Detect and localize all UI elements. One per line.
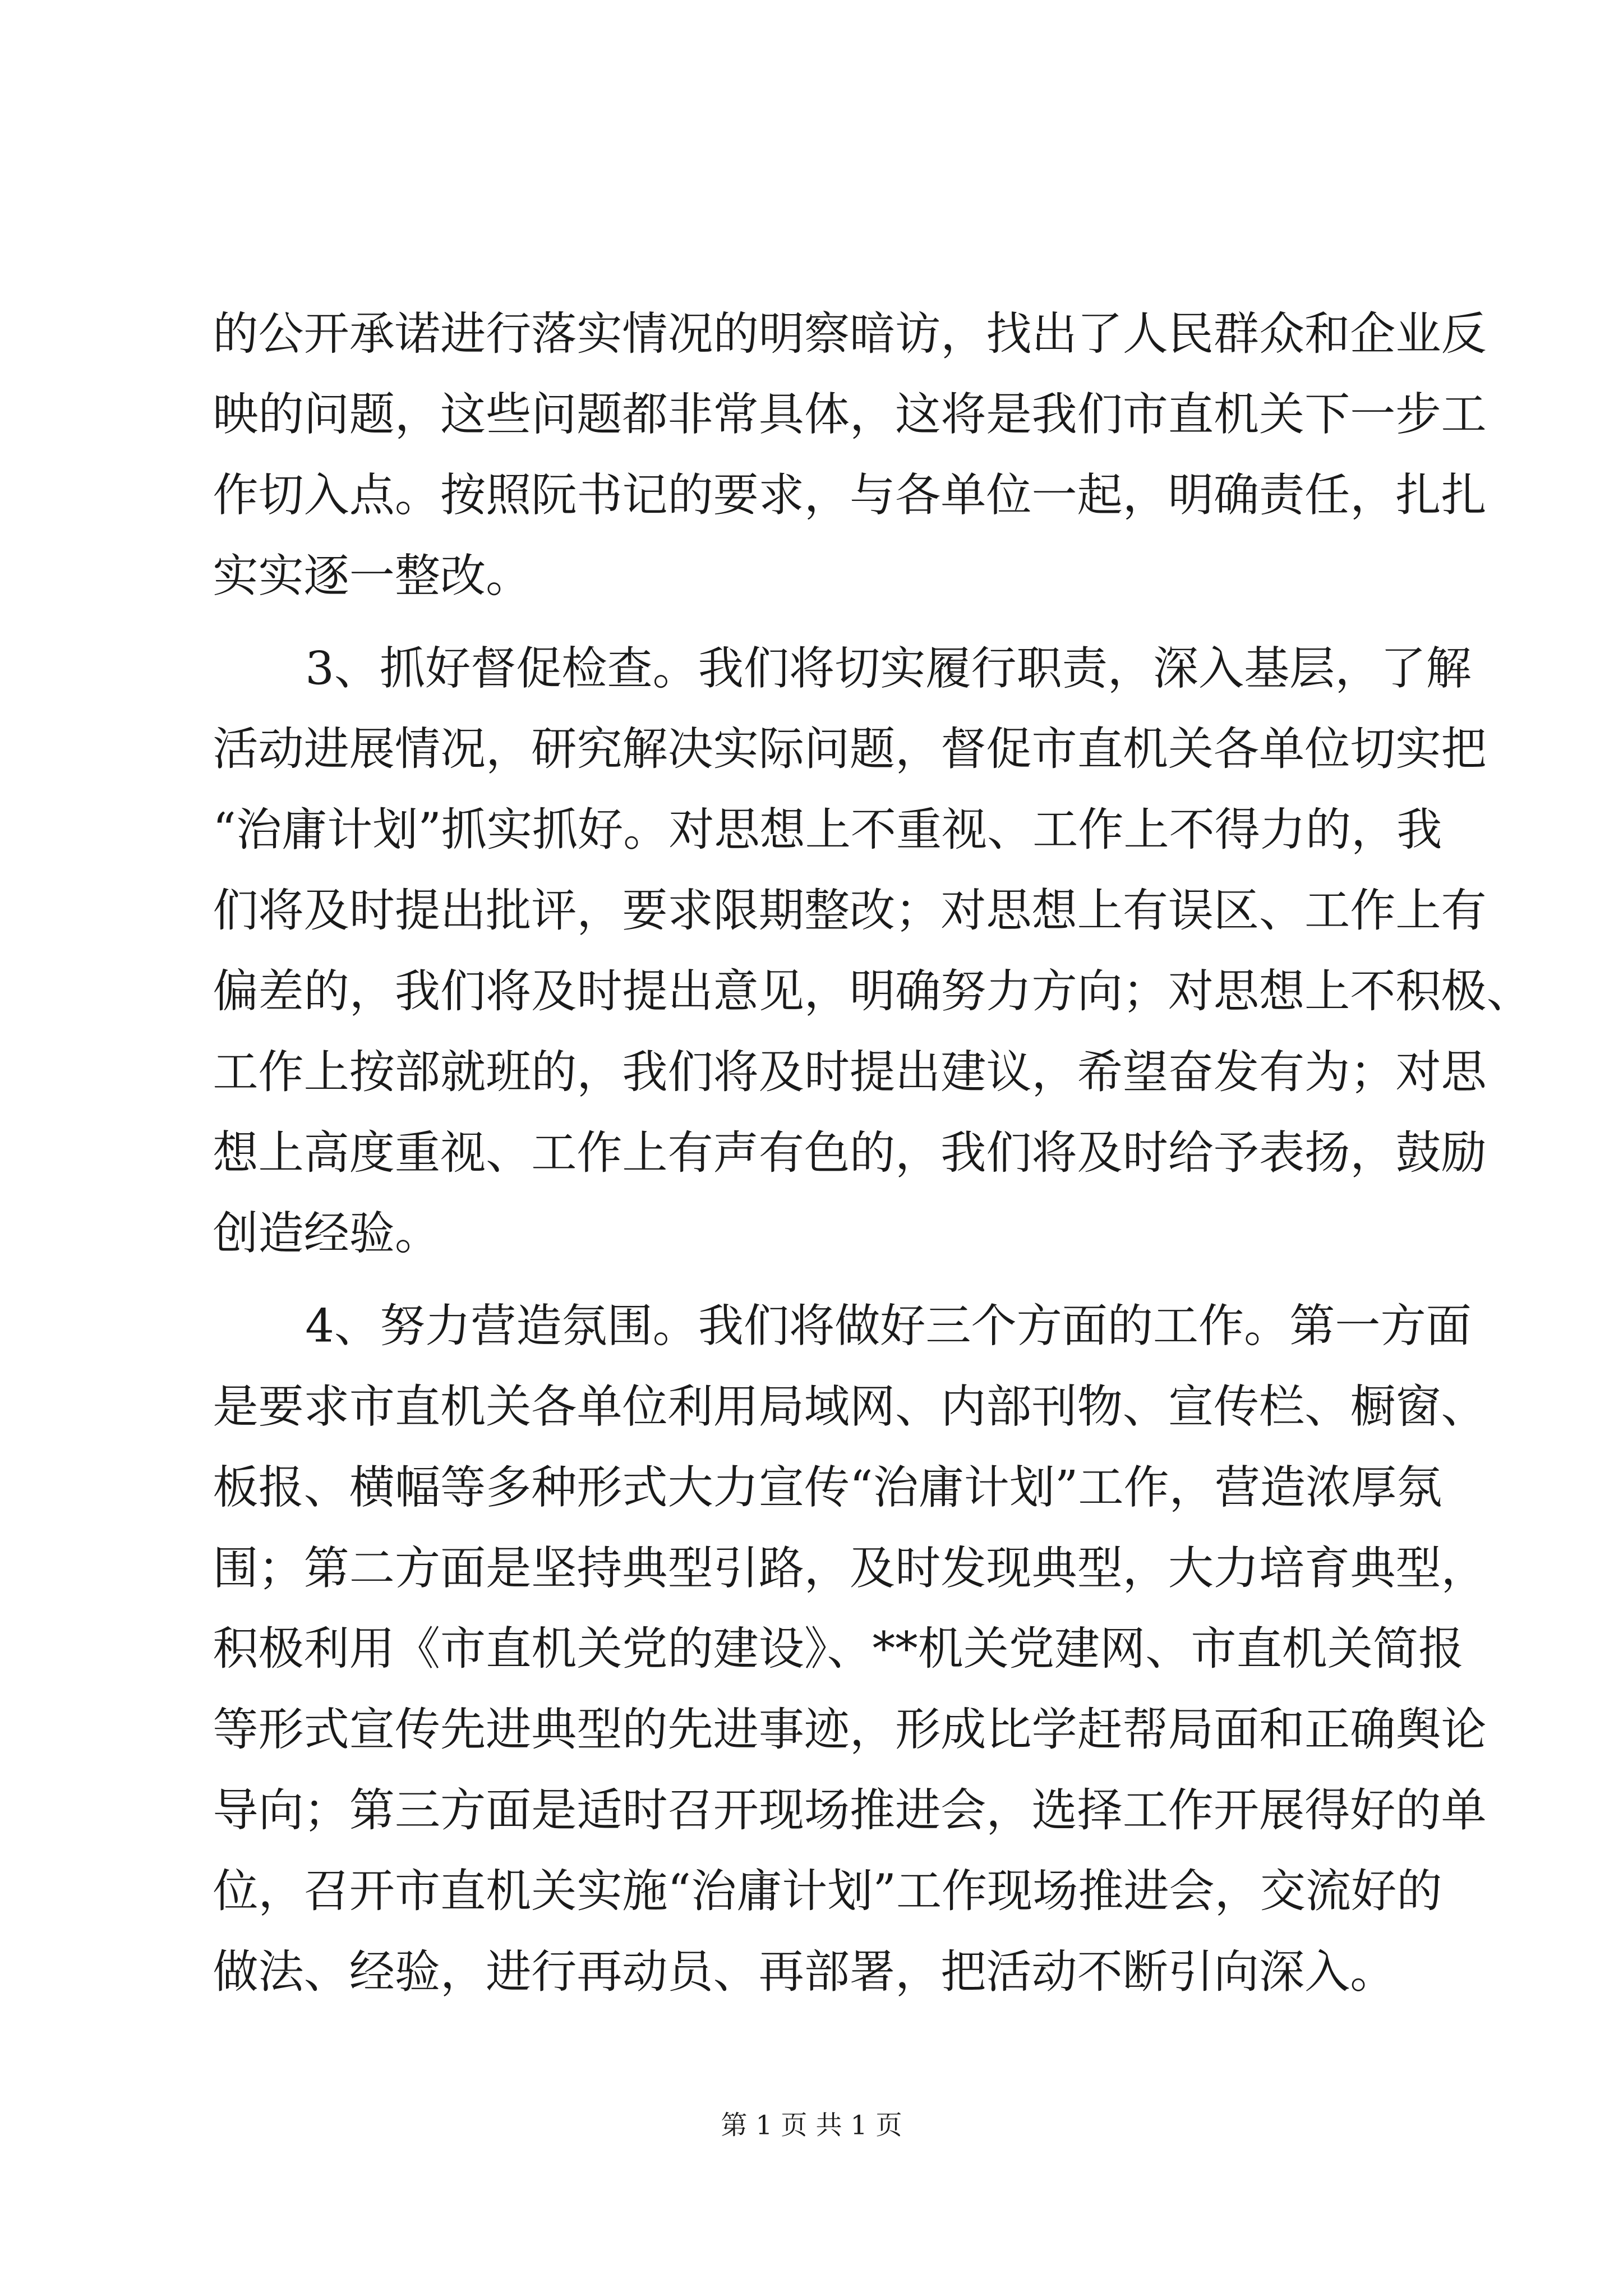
body-line: 板报、横幅等多种形式大力宣传“治庸计划”工作，营造浓厚氛: [213, 1462, 1442, 1515]
body-line: 创造经验。: [213, 1208, 440, 1261]
body-line: 作切入点。按照阮书记的要求，与各单位一起，明确责任，扎扎: [213, 470, 1487, 523]
body-line: 想上高度重视、工作上有声有色的，我们将及时给予表扬，鼓励: [213, 1127, 1487, 1180]
body-line: 活动进展情况，研究解决实际问题，督促市直机关各单位切实把: [213, 723, 1487, 777]
body-line: 导向；第三方面是适时召开现场推进会，选择工作开展得好的单: [213, 1784, 1487, 1838]
page-footer: 第 1 页 共 1 页: [721, 2110, 902, 2142]
paragraph-first-line: 3、抓好督促检查。我们将切实履行职责，深入基层，了解: [305, 643, 1472, 696]
body-line: “治庸计划”抓实抓好。对思想上不重视、工作上不得力的，我: [213, 804, 1442, 858]
body-line: 实实逐一整改。: [213, 550, 532, 604]
body-line: 的公开承诺进行落实情况的明察暗访，找出了人民群众和企业反: [213, 308, 1487, 361]
body-line: 映的问题，这些问题都非常具体，这将是我们市直机关下一步工: [213, 389, 1487, 442]
body-line: 工作上按部就班的，我们将及时提出建议，希望奋发有为；对思: [213, 1046, 1487, 1099]
body-line: 位，召开市直机关实施“治庸计划”工作现场推进会，交流好的: [213, 1865, 1442, 1918]
body-line: 等形式宣传先进典型的先进事迹，形成比学赶帮局面和正确舆论: [213, 1704, 1487, 1757]
body-line: 做法、经验，进行再动员、再部署，把活动不断引向深入。: [213, 1946, 1396, 1999]
body-line: 是要求市直机关各单位利用局域网、内部刊物、宣传栏、橱窗、: [213, 1381, 1487, 1434]
body-line: 积极利用《市直机关党的建设》、**机关党建网、市直机关简报: [213, 1623, 1464, 1677]
body-line: 围；第二方面是坚持典型引路，及时发现典型，大力培育典型，: [213, 1543, 1487, 1596]
body-line: 偏差的，我们将及时提出意见，明确努力方向；对思想上不积极、: [213, 965, 1532, 1019]
body-line: 们将及时提出批评，要求限期整改；对思想上有误区、工作上有: [213, 885, 1487, 938]
paragraph-first-line: 4、努力营造氛围。我们将做好三个方面的工作。第一方面: [305, 1300, 1472, 1354]
